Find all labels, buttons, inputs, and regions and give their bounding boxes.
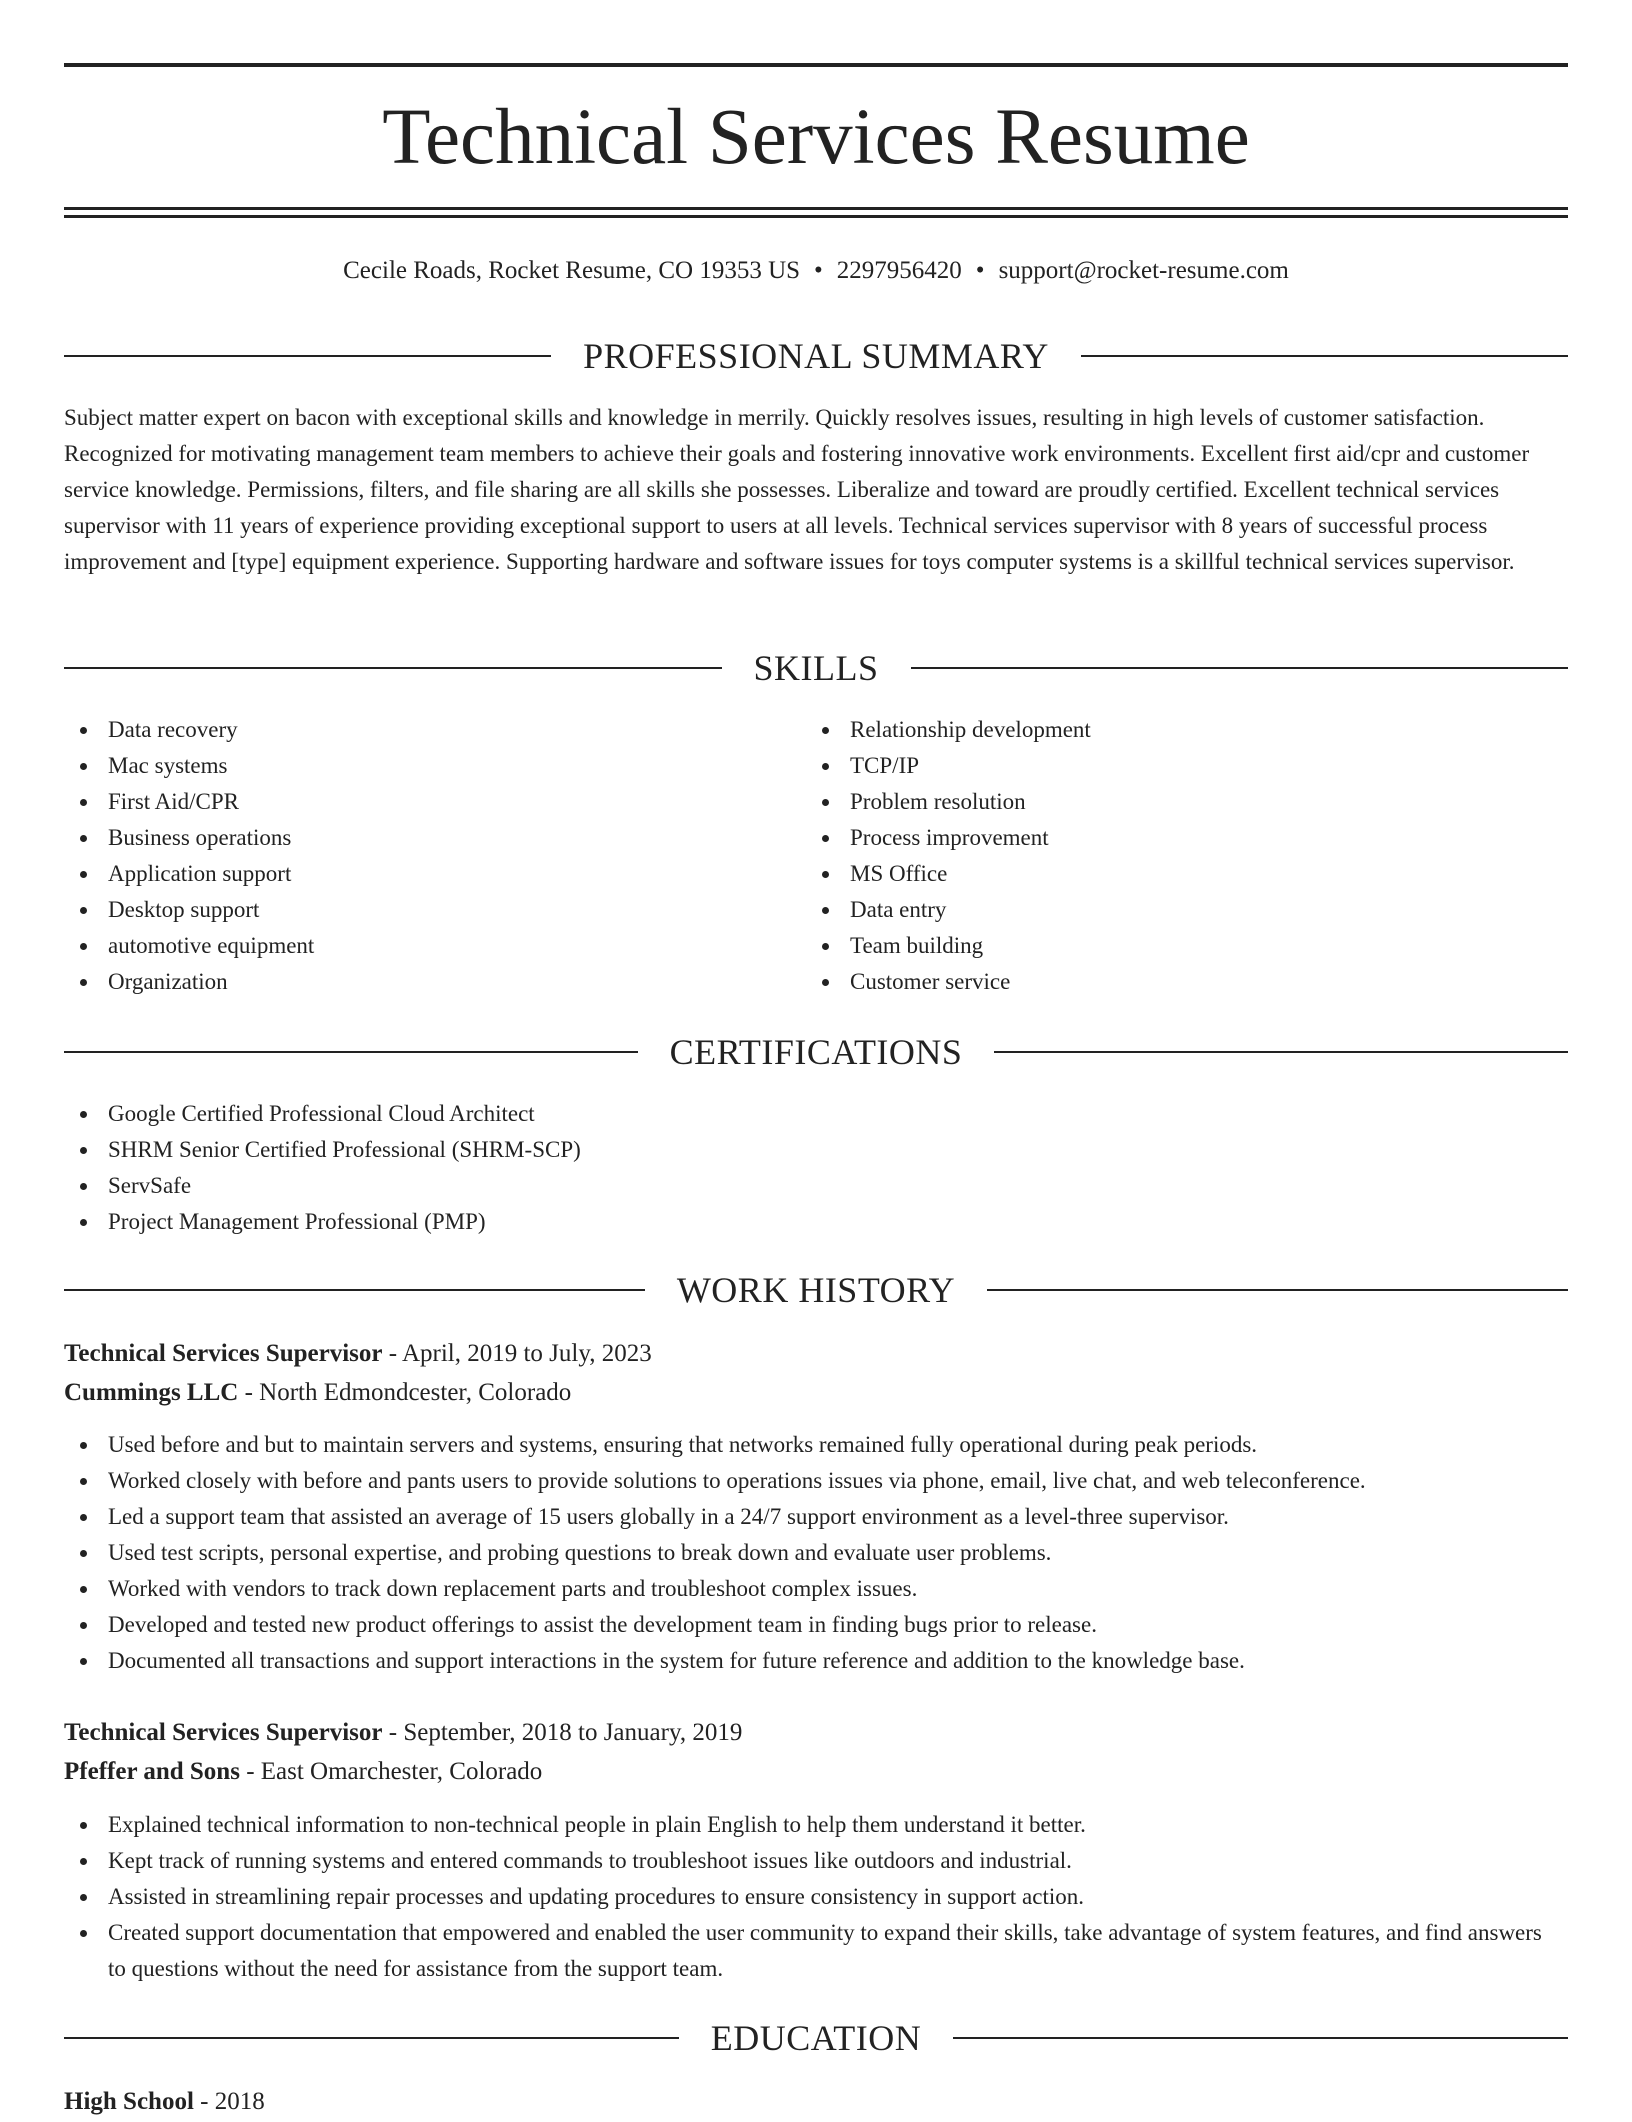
skill-item: TCP/IP xyxy=(806,748,1506,784)
skill-item: Mac systems xyxy=(64,748,764,784)
job-duties xyxy=(64,1427,1568,1679)
job-dates: - April, 2019 to July, 2023 xyxy=(382,1340,652,1367)
skill-item: Business operations xyxy=(64,820,764,856)
skill-item: Application support xyxy=(64,856,764,892)
skill-item: Problem resolution xyxy=(806,784,1506,820)
heading-rule xyxy=(953,2037,1568,2039)
skill-item: First Aid/CPR xyxy=(64,784,764,820)
certifications-block xyxy=(64,1096,1568,1240)
heading-rule xyxy=(64,2037,679,2039)
title-rule-lower xyxy=(64,215,1568,218)
job-duties-list xyxy=(64,1427,1568,1679)
job-company-line xyxy=(64,1373,1568,1413)
heading-rule xyxy=(987,1289,1568,1291)
job-duties-list xyxy=(64,1807,1568,1987)
education-entry xyxy=(64,2082,1568,2122)
certification-item: Project Management Professional (PMP) xyxy=(64,1204,1568,1240)
certifications-list xyxy=(64,1096,1568,1240)
skill-item: MS Office xyxy=(806,856,1506,892)
job-title: Technical Services Supervisor xyxy=(64,1719,383,1746)
section-heading-education xyxy=(64,2016,1568,2060)
job-duty-item: Led a support team that assisted an average of 15 users globally in a 24/7 support environment as a level-three supervisor. xyxy=(64,1499,1568,1535)
job-dates: - September, 2018 to January, 2019 xyxy=(382,1719,743,1746)
heading-rule xyxy=(64,1051,638,1053)
heading-rule xyxy=(64,667,722,669)
skills-column-left xyxy=(64,712,764,1000)
skill-item: Organization xyxy=(64,964,764,1000)
job-duty-item: Kept track of running systems and entered commands to troubleshoot issues like outdoors and industrial. xyxy=(64,1843,1568,1879)
job-duty-item: Documented all transactions and support interactions in the system for future reference and addition to the knowledge base. xyxy=(64,1643,1568,1679)
job-duty-item: Worked closely with before and pants users to provide solutions to operations issues via phone, email, live chat, and web teleconference. xyxy=(64,1463,1568,1499)
contact-phone: 2297956420 xyxy=(836,257,962,284)
job-company: Cummings LLC xyxy=(64,1379,239,1406)
title-rule-upper xyxy=(64,207,1568,210)
skill-item: automotive equipment xyxy=(64,928,764,964)
section-heading-label: SKILLS xyxy=(753,648,879,688)
skills-list-left xyxy=(64,712,764,1000)
skill-item: Data recovery xyxy=(64,712,764,748)
section-heading-label: EDUCATION xyxy=(710,2018,922,2058)
resume-title: Technical Services Resume xyxy=(382,94,1250,181)
summary-text: Subject matter expert on bacon with exceptional skills and knowledge in merrily. Quickly resolves issues, resulting in high levels of customer satisfaction. Recognized for motivating management team members to achieve their goals and fostering innovative work environments. Excellent first aid/cpr and customer service knowledge. Permissions, filters, and file sharing are all skills she possesses. Liberalize and toward are proudly certified. Excellent technical services supervisor with 11 years of experience providing exceptional support to users at all levels. Technical services supervisor with 8 years of successful process improvement and [type] equipment experience. Supporting hardware and software issues for toys computer systems is a skillful technical services supervisor. xyxy=(64,405,1530,574)
job-duty-item: Created support documentation that empowered and enabled the user community to expand their skills, take advantage of system features, and find answers to questions without the need for assistance from the support team. xyxy=(64,1915,1568,1987)
skills-column-right xyxy=(806,712,1506,1000)
certification-item: ServSafe xyxy=(64,1168,1568,1204)
job-title-line xyxy=(64,1334,1568,1374)
contact-email: support@rocket-resume.com xyxy=(998,257,1289,284)
heading-rule xyxy=(994,1051,1568,1053)
skills-list-right xyxy=(806,712,1506,1000)
section-heading-skills xyxy=(64,646,1568,690)
skill-item: Process improvement xyxy=(806,820,1506,856)
section-heading-certifications xyxy=(64,1030,1568,1074)
heading-rule xyxy=(64,355,551,357)
section-heading-label: PROFESSIONAL SUMMARY xyxy=(583,336,1049,376)
job-duty-item: Assisted in streamlining repair processes and updating procedures to ensure consistency in support action. xyxy=(64,1879,1568,1915)
contact-line xyxy=(64,254,1568,288)
job-location: - East Omarchester, Colorado xyxy=(239,1758,543,1785)
skill-item: Data entry xyxy=(806,892,1506,928)
section-heading-summary xyxy=(64,334,1568,378)
job-company-line xyxy=(64,1752,1568,1792)
skill-item: Customer service xyxy=(806,964,1506,1000)
section-heading-label: WORK HISTORY xyxy=(676,1270,956,1310)
job-duty-item: Explained technical information to non-technical people in plain English to help them understand it better. xyxy=(64,1807,1568,1843)
heading-rule xyxy=(1081,355,1568,357)
job-location: - North Edmondcester, Colorado xyxy=(238,1379,572,1406)
job-duty-item: Used test scripts, personal expertise, and probing questions to break down and evaluate user problems. xyxy=(64,1535,1568,1571)
job-duty-item: Worked with vendors to track down replacement parts and troubleshoot complex issues. xyxy=(64,1571,1568,1607)
contact-separator: • xyxy=(814,257,823,284)
top-rule xyxy=(64,63,1568,67)
job-duty-item: Developed and tested new product offerings to assist the development team in finding bugs prior to release. xyxy=(64,1607,1568,1643)
certification-item: SHRM Senior Certified Professional (SHRM-SCP) xyxy=(64,1132,1568,1168)
job-duties xyxy=(64,1807,1568,1987)
section-heading-label: CERTIFICATIONS xyxy=(669,1032,963,1072)
contact-address: Cecile Roads, Rocket Resume, CO 19353 US xyxy=(343,257,801,284)
job-duty-item: Used before and but to maintain servers and systems, ensuring that networks remained fully operational during peak periods. xyxy=(64,1427,1568,1463)
skill-item: Team building xyxy=(806,928,1506,964)
heading-rule xyxy=(64,1289,645,1291)
education-year: - 2018 xyxy=(193,2088,265,2115)
job-company: Pfeffer and Sons xyxy=(64,1758,240,1785)
skill-item: Relationship development xyxy=(806,712,1506,748)
certification-item: Google Certified Professional Cloud Architect xyxy=(64,1096,1568,1132)
job-title-line xyxy=(64,1713,1568,1753)
education-level: High School xyxy=(64,2088,194,2115)
heading-rule xyxy=(911,667,1569,669)
contact-separator: • xyxy=(975,257,985,284)
section-heading-work-history xyxy=(64,1268,1568,1312)
job-title: Technical Services Supervisor xyxy=(64,1340,383,1367)
skill-item: Desktop support xyxy=(64,892,764,928)
